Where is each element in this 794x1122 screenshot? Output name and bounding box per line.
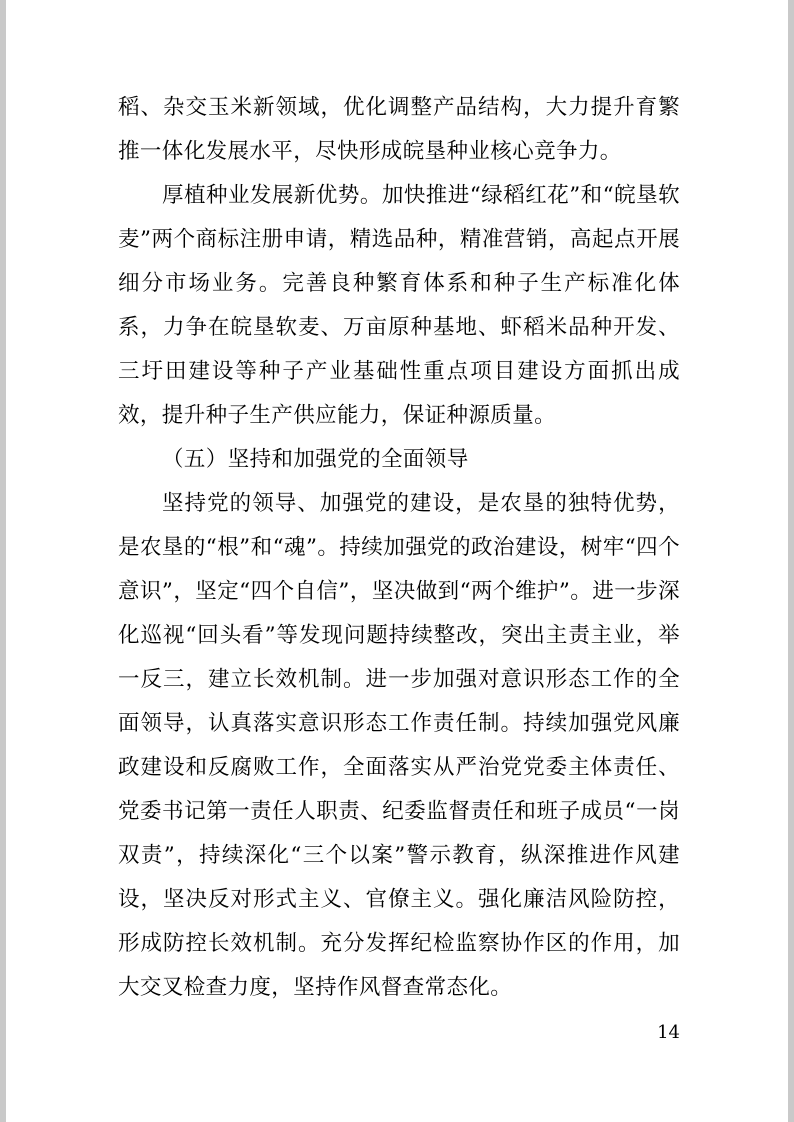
- page-edge-left: [0, 0, 6, 1122]
- page-body: [118, 86, 680, 1010]
- paragraph: 坚持党的领导、加强党的建设，是农垦的独特优势，是农垦的“根”和“魂”。持续加强党的政治建设，树牢“四个意识”，坚定“四个自信”，坚决做到“两个维护”。进一步深化巡视“回头看”等发现问题持续整改，突出主责主业，举一反三，建立长效机制。进一步加强对意识形态工作的全面领导，认真落实意识形态工作责任制。持续加强党风廉政建设和反腐败工作，全面落实从严治党党委主体责任、党委书记第一责任人职责、纪委监督责任和班子成员“一岗双责”，持续深化“三个以案”警示教育，纵深推进作风建设，坚决反对形式主义、官僚主义。强化廉洁风险防控，形成防控长效机制。充分发挥纪检监察协作区的作用，加大交叉检查力度，坚持作风督查常态化。: [118, 491, 680, 1000]
- page-number: 14: [657, 1022, 680, 1043]
- page-edge-right: [788, 0, 794, 1122]
- paragraph: 厚植种业发展新优势。加快推进“绿稻红花”和“皖垦软麦”两个商标注册申请，精选品种，精准营销，高起点开展细分市场业务。完善良种繁育体系和种子生产标准化体系，力争在皖垦软麦、万亩原种基地、虾稻米品种开发、三圩田建设等种子产业基础性重点项目建设方面抓出成效，提升种子生产供应能力，保证种源质量。: [118, 183, 680, 428]
- section-heading: （五）坚持和加强党的全面领导: [162, 447, 469, 472]
- paragraph: 稻、杂交玉米新领域，优化调整产品结构，大力提升育繁推一体化发展水平，尽快形成皖垦种业核心竞争力。: [118, 95, 680, 164]
